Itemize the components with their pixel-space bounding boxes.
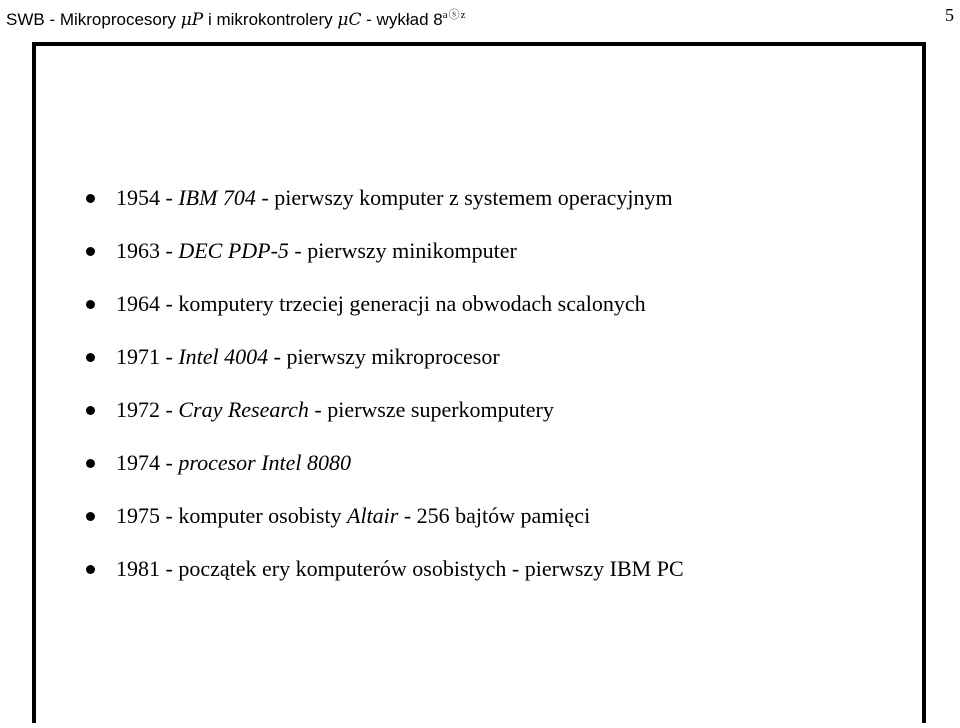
item-rest: - 256 bajtów pamięci	[398, 503, 591, 528]
title-superscript: aⓢz	[442, 9, 467, 21]
item-emphasis: Cray Research	[178, 397, 309, 422]
title-mu-p: μP	[180, 10, 204, 30]
slide-header	[6, 4, 954, 28]
bullet-icon	[86, 353, 95, 362]
item-emphasis: DEC PDP-5	[178, 238, 289, 263]
list-item	[86, 501, 906, 554]
history-list	[86, 183, 906, 607]
item-text: 1975 - komputer osobisty	[116, 503, 347, 528]
title-suffix: - wykład 8	[361, 10, 443, 29]
item-emphasis: Altair	[347, 503, 399, 528]
item-rest: - pierwsze superkomputery	[308, 397, 554, 422]
item-text: 1954 -	[116, 185, 179, 210]
title-mu-c: μC	[337, 10, 362, 30]
item-emphasis: IBM 704	[178, 185, 256, 210]
item-rest: - pierwszy mikroprocesor	[268, 344, 500, 369]
bullet-icon	[86, 247, 95, 256]
bullet-icon	[86, 194, 95, 203]
item-text: 1972 -	[116, 397, 179, 422]
list-item	[86, 342, 906, 395]
item-text: 1974 -	[116, 450, 179, 475]
item-text: 1963 -	[116, 238, 179, 263]
title-prefix: SWB - Mikroprocesory	[6, 10, 181, 29]
item-emphasis: procesor Intel 8080	[178, 450, 352, 475]
bullet-icon	[86, 406, 95, 415]
item-text: 1964 - komputery trzeciej generacji na obwodach scalonych	[116, 291, 646, 316]
bullet-icon	[86, 565, 95, 574]
list-item	[86, 183, 906, 236]
list-item	[86, 448, 906, 501]
bullet-icon	[86, 459, 95, 468]
list-item	[86, 289, 906, 342]
item-emphasis: Intel 4004	[178, 344, 269, 369]
list-item	[86, 395, 906, 448]
item-text: 1981 - początek ery komputerów osobistych - pierwszy IBM PC	[116, 556, 684, 581]
title-mid: i mikrokontrolery	[203, 10, 338, 29]
bullet-icon	[86, 512, 95, 521]
item-text: 1971 -	[116, 344, 179, 369]
item-rest: - pierwszy komputer z systemem operacyjnym	[255, 185, 673, 210]
page-number: 5	[945, 5, 954, 25]
list-item	[86, 554, 906, 607]
bullet-icon	[86, 300, 95, 309]
item-rest: - pierwszy minikomputer	[288, 238, 517, 263]
slide-title	[6, 4, 466, 31]
list-item	[86, 236, 906, 289]
